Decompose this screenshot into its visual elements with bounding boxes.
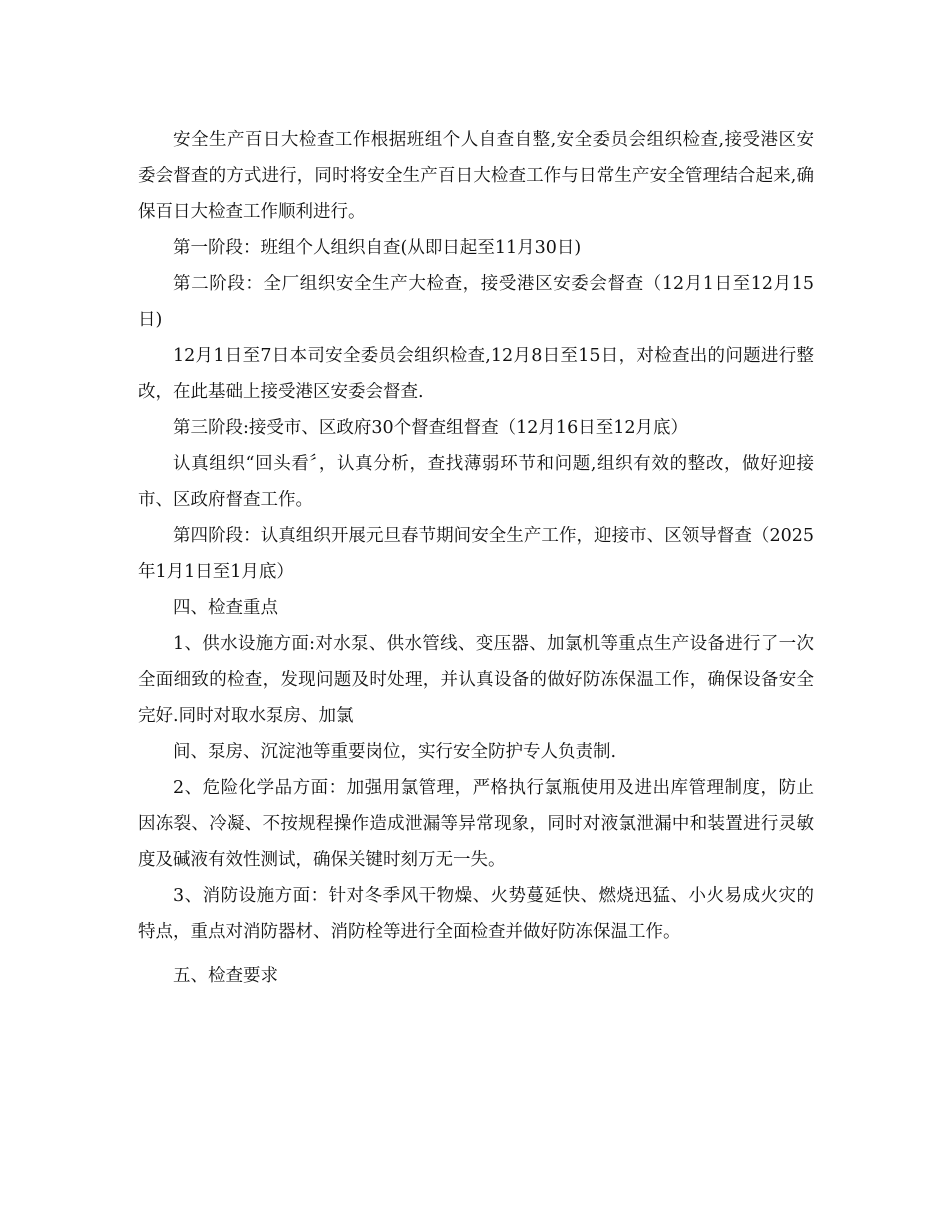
paragraph-stage-two-detail: 12月1日至7日本司安全委员会组织检查,12月8日至15日，对检查出的问题进行整改，在此基础上接受港区安委会督查. — [138, 346, 814, 402]
paragraph-water-supply-continued: 间、泵房、沉淀池等重要岗位，实行安全防护专人负责制. — [173, 742, 617, 762]
section-heading-inspection-focus: 四、检查重点 — [173, 598, 278, 618]
paragraph-fire-facilities: 3、消防设施方面：针对冬季风干物燥、火势蔓延快、燃烧迅猛、小火易成火灾的特点，重点对消防器材、消防栓等进行全面检查并做好防冻保温工作。 — [138, 886, 814, 942]
paragraph-stage-one: 第一阶段：班组个人组织自查(从即日起至11月30日) — [173, 238, 582, 258]
paragraph-water-supply: 1、供水设施方面:对水泵、供水管线、变压器、加氯机等重点生产设备进行了一次全面细致的检查，发现问题及时处理，并认真设备的做好防冻保温工作，确保设备安全完好.同时对取水泵房、加氯 — [138, 634, 814, 726]
paragraph-inspection-method: 安全生产百日大检查工作根据班组个人自查自整,安全委员会组织检查,接受港区安委会督查的方式进行，同时将安全生产百日大检查工作与日常生产安全管理结合起来,确保百日大检查工作顺利进行。 — [138, 130, 814, 222]
document-page — [138, 122, 814, 994]
paragraph-stage-two: 第二阶段：全厂组织安全生产大检查，接受港区安委会督查（12月1日至12月15日) — [138, 274, 814, 330]
paragraph-stage-three-detail: 认真组织“回头看〞，认真分析，查找薄弱环节和问题,组织有效的整改，做好迎接市、区政府督查工作。 — [138, 454, 814, 510]
paragraph-hazardous-chemicals: 2、危险化学品方面：加强用氯管理，严格执行氯瓶使用及进出库管理制度，防止因冻裂、冷凝、不按规程操作造成泄漏等异常现象，同时对液氯泄漏中和装置进行灵敏度及碱液有效性测试，确保关键时刻万无一失。 — [138, 778, 814, 870]
section-heading-inspection-requirements: 五、检查要求 — [173, 966, 278, 986]
paragraph-stage-three: 第三阶段:接受市、区政府30个督查组督查（12月16日至12月底） — [173, 418, 688, 438]
paragraph-stage-four: 第四阶段：认真组织开展元旦春节期间安全生产工作，迎接市、区领导督查（2025年1月1日至1月底） — [138, 526, 814, 582]
